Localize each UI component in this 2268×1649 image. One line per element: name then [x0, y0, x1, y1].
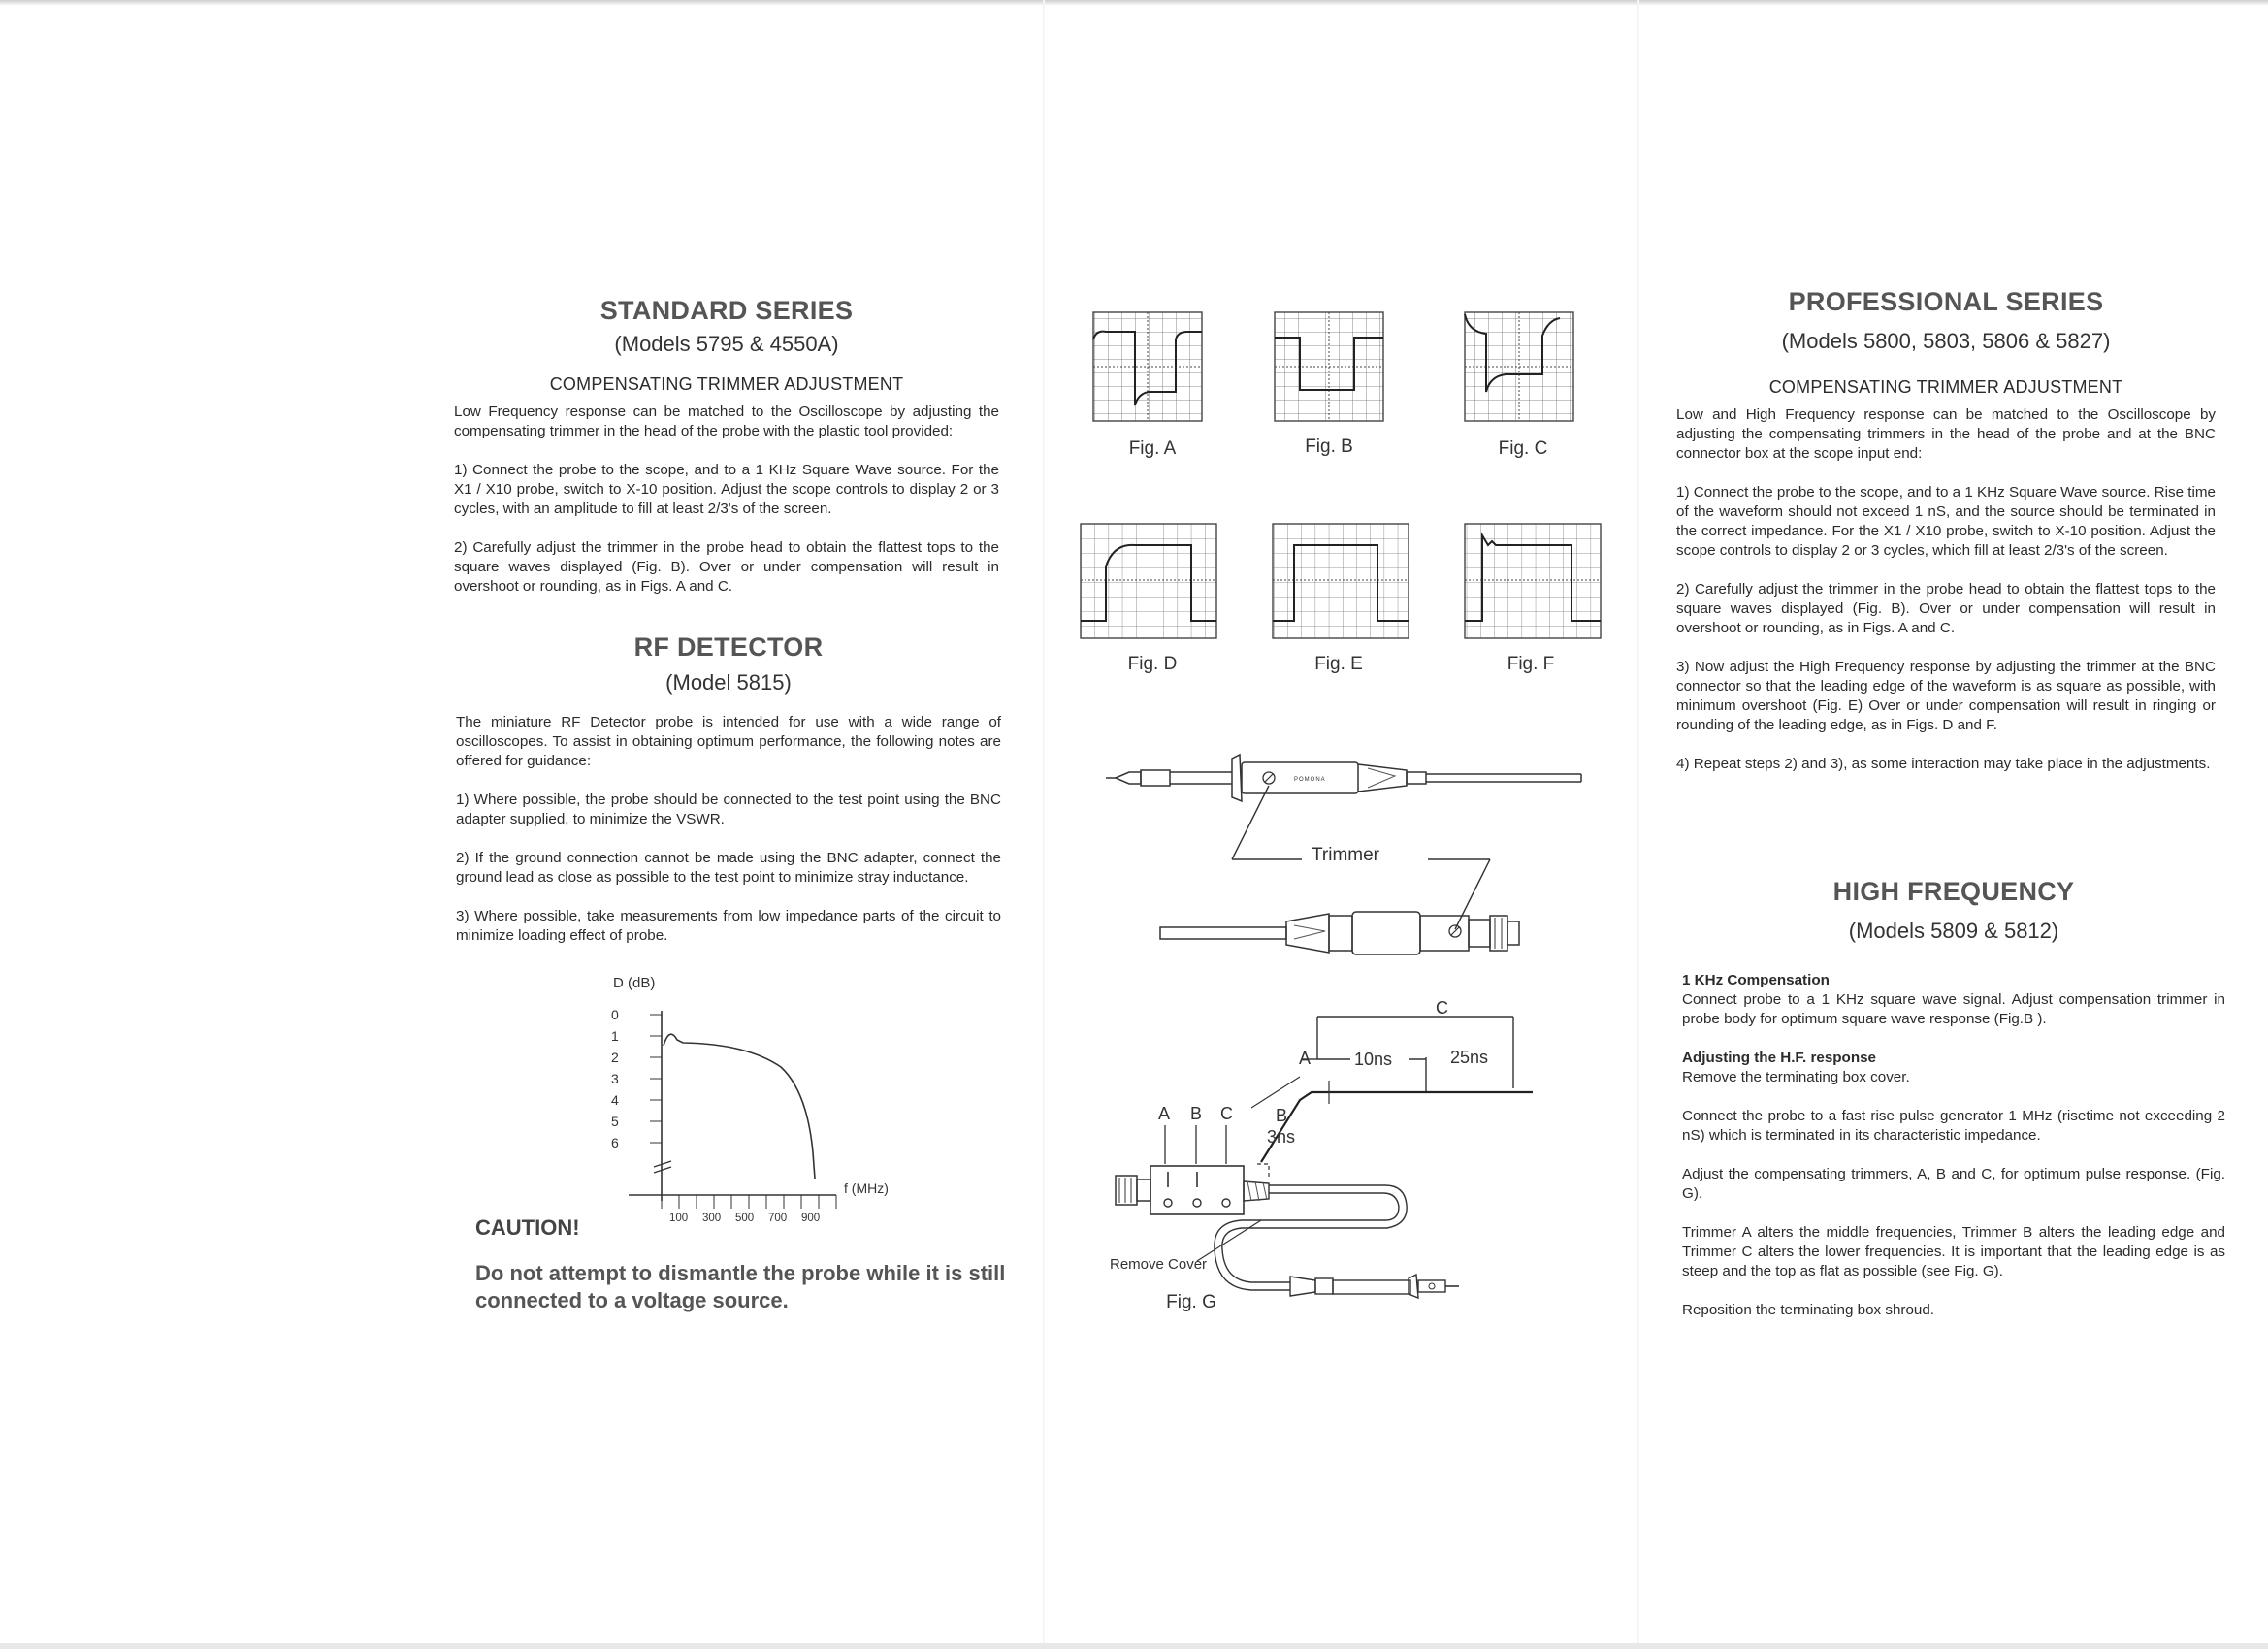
y-tick-6: 6 [611, 1135, 619, 1150]
standard-series-models: (Models 5795 & 4550A) [614, 332, 839, 356]
bnc-probe-drawing [1160, 912, 1519, 954]
pro-step-2: 2) Carefully adjust the trimmer in the probe head to obtain the flattest tops to the square waves displayed (Fig. B). Over or under compensation will result in overshoot or rounding, as in Figs. A and C. [1676, 581, 2216, 636]
fig-g-label: Fig. G [1166, 1292, 1216, 1312]
fig-a-scope [1093, 312, 1202, 421]
high-frequency-section [1682, 877, 2225, 1320]
high-frequency-models: (Models 5809 & 5812) [1848, 919, 2059, 943]
fig-b-scope [1275, 312, 1383, 421]
hf-comp-heading: 1 KHz Compensation [1682, 972, 1830, 988]
fig-g-3ns: 3ns [1267, 1127, 1296, 1147]
fig-g-probe-cable [1215, 1185, 1459, 1298]
fig-g-diagram [1096, 999, 1542, 1300]
fig-g-label-b-pulse: B [1276, 1106, 1288, 1125]
trimmer-label: Trimmer [1312, 845, 1379, 865]
x-tick-900: 900 [801, 1212, 821, 1224]
high-frequency-title: HIGH FREQUENCY [1832, 877, 2075, 906]
scan-top-edge [0, 0, 2268, 6]
standard-probe-drawing [1106, 755, 1581, 801]
fold-line-1 [1043, 0, 1045, 1649]
standard-compensating-heading: COMPENSATING TRIMMER ADJUSTMENT [549, 374, 904, 394]
fig-g-trimmer-b: B [1190, 1104, 1203, 1123]
fig-g-label-a-top: A [1299, 1049, 1312, 1068]
fig-c-label: Fig. C [1498, 438, 1548, 459]
standard-series-title: STANDARD SERIES [599, 296, 854, 325]
x-tick-700: 700 [768, 1212, 788, 1224]
y-tick-5: 5 [611, 1114, 619, 1129]
x-tick-500: 500 [735, 1212, 755, 1224]
pro-step-1: 1) Connect the probe to the scope, and to a 1 KHz Square Wave source. Rise time of the waveform should not exceed 1 nS, and the source should be terminated in the correct impedance. For the X1 / X10 probe, switch to X-10 position. Adjust the scope controls to display 2 or 3 cycles, which fill at least 2/3's of the screen. [1676, 484, 2216, 559]
y-tick-0: 0 [611, 1007, 619, 1022]
fig-g-25ns: 25ns [1450, 1048, 1489, 1067]
rf-detector-models: (Model 5815) [665, 670, 792, 695]
standard-intro: Low Frequency response can be matched to the Oscilloscope by adjusting the compensating trimmer in the head of the probe with the plastic tool provided: [454, 404, 999, 439]
hf-adjust-heading: Adjusting the H.F. response [1682, 1050, 1876, 1066]
professional-series-section [1676, 287, 2216, 774]
rf-note-2: 2) If the ground connection cannot be made using the BNC adapter, connect the ground lead as close as possible to the test point to minimize stray inductance. [456, 850, 1001, 886]
y-tick-1: 1 [611, 1028, 619, 1044]
rf-response-graph [582, 970, 912, 1232]
x-tick-300: 300 [702, 1212, 722, 1224]
probe-brand-text: POMONA [1294, 777, 1326, 783]
fig-e-label: Fig. E [1314, 654, 1363, 674]
fig-c-scope [1465, 312, 1573, 421]
x-tick-100: 100 [669, 1212, 689, 1224]
caution-line-1: Do not attempt to dismantle the probe while it is still [475, 1261, 1006, 1285]
fig-g-termination-box [1116, 1125, 1269, 1214]
fig-d-label: Fig. D [1127, 654, 1178, 674]
hf-comp-text: Connect probe to a 1 KHz square wave signal. Adjust compensation trimmer in probe body for optimum square wave response (Fig.B ). [1682, 991, 2225, 1027]
hf-reposition-text: Reposition the terminating box shroud. [1682, 1302, 1935, 1318]
rf-response-curve [664, 1034, 815, 1179]
oscilloscope-figures [1067, 291, 1630, 660]
caution-text [475, 1260, 1038, 1314]
fig-g-trimmer-c: C [1220, 1104, 1233, 1123]
y-tick-3: 3 [611, 1071, 619, 1086]
rf-detector-title: RF DETECTOR [633, 632, 824, 662]
y-tick-4: 4 [611, 1092, 619, 1108]
rf-intro: The miniature RF Detector probe is intended for use with a wide range of oscilloscopes. To assist in obtaining optimum performance, the following notes are offered for guidance: [456, 714, 1001, 769]
pro-compensating-heading: COMPENSATING TRIMMER ADJUSTMENT [1768, 377, 2123, 397]
standard-step-1: 1) Connect the probe to the scope, and to a 1 KHz Square Wave source. For the X1 / X10 probe, switch to X-10 position. Adjust the scope controls to display 2 or 3 cycles, with an amplitude to fill at least 2/3's of the screen. [454, 462, 999, 517]
professional-series-models: (Models 5800, 5803, 5806 & 5827) [1781, 329, 2111, 353]
graph-xlabel: f (MHz) [844, 1180, 889, 1196]
fig-g-10ns: 10ns [1354, 1050, 1393, 1069]
graph-x-ticks [662, 1195, 836, 1209]
rf-note-1: 1) Where possible, the probe should be connected to the test point using the BNC adapter supplied, to minimize the VSWR. [456, 792, 1001, 827]
hf-pulse-text: Connect the probe to a fast rise pulse generator 1 MHz (risetime not exceeding 2 nS) which is terminated in its characteristic impedance. [1682, 1108, 2225, 1144]
fig-d-scope [1081, 524, 1216, 638]
pro-step-4: 4) Repeat steps 2) and 3), as some interaction may take place in the adjustments. [1676, 756, 2211, 772]
caution-line-2: connected to a voltage source. [475, 1288, 789, 1312]
axis-break-marks [654, 1161, 671, 1173]
y-tick-2: 2 [611, 1050, 619, 1065]
fig-f-label: Fig. F [1507, 654, 1555, 674]
fig-g-label-c-top: C [1436, 999, 1448, 1018]
fig-f-scope [1465, 524, 1601, 638]
rf-detector-section [456, 632, 1001, 946]
graph-y-ticks [650, 1015, 662, 1143]
fig-g-trimmer-a: A [1158, 1104, 1171, 1123]
fold-line-2 [1637, 0, 1639, 1649]
standard-step-2: 2) Carefully adjust the trimmer in the probe head to obtain the flattest tops to the square waves displayed (Fig. B). Over or under compensation will result in overshoot or rounding, as in Figs. A and C. [454, 539, 999, 595]
hf-trimmers-text: Adjust the compensating trimmers, A, B and C, for optimum pulse response. (Fig. G). [1682, 1166, 2225, 1202]
pro-step-3: 3) Now adjust the High Frequency response by adjusting the trimmer at the BNC connector so that the leading edge of the waveform is as square as possible, with minimum overshoot (Fig. E) Over or under compensation will result in ringing or rounding of the leading edge, as in Figs. D and F. [1676, 659, 2216, 733]
fig-b-label: Fig. B [1305, 436, 1353, 457]
graph-ylabel: D (dB) [613, 975, 656, 991]
rf-note-3: 3) Where possible, take measurements from low impedance parts of the circuit to minimize loading effect of probe. [456, 908, 1001, 944]
fig-a-label: Fig. A [1128, 438, 1177, 459]
pro-intro: Low and High Frequency response can be matched to the Oscilloscope by adjusting the compensating trimmers in the head of the probe and at the BNC connector box at the scope input end: [1676, 406, 2216, 462]
fig-e-scope [1273, 524, 1409, 638]
hf-adjust-text: Remove the terminating box cover. [1682, 1069, 1910, 1085]
caution-heading: CAUTION! [475, 1215, 580, 1240]
remove-cover-leader [1197, 1220, 1261, 1261]
fig-g-remove-cover: Remove Cover [1110, 1256, 1208, 1273]
hf-trimmer-effects: Trimmer A alters the middle frequencies, Trimmer B alters the leading edge and Trimmer C alters the lower frequencies. It is important that the leading edge is as steep and the top as flat as possible (see Fig. G). [1682, 1224, 2225, 1279]
scan-bottom-edge [0, 1643, 2268, 1649]
standard-series-section [454, 296, 999, 597]
professional-series-title: PROFESSIONAL SERIES [1788, 287, 2104, 316]
